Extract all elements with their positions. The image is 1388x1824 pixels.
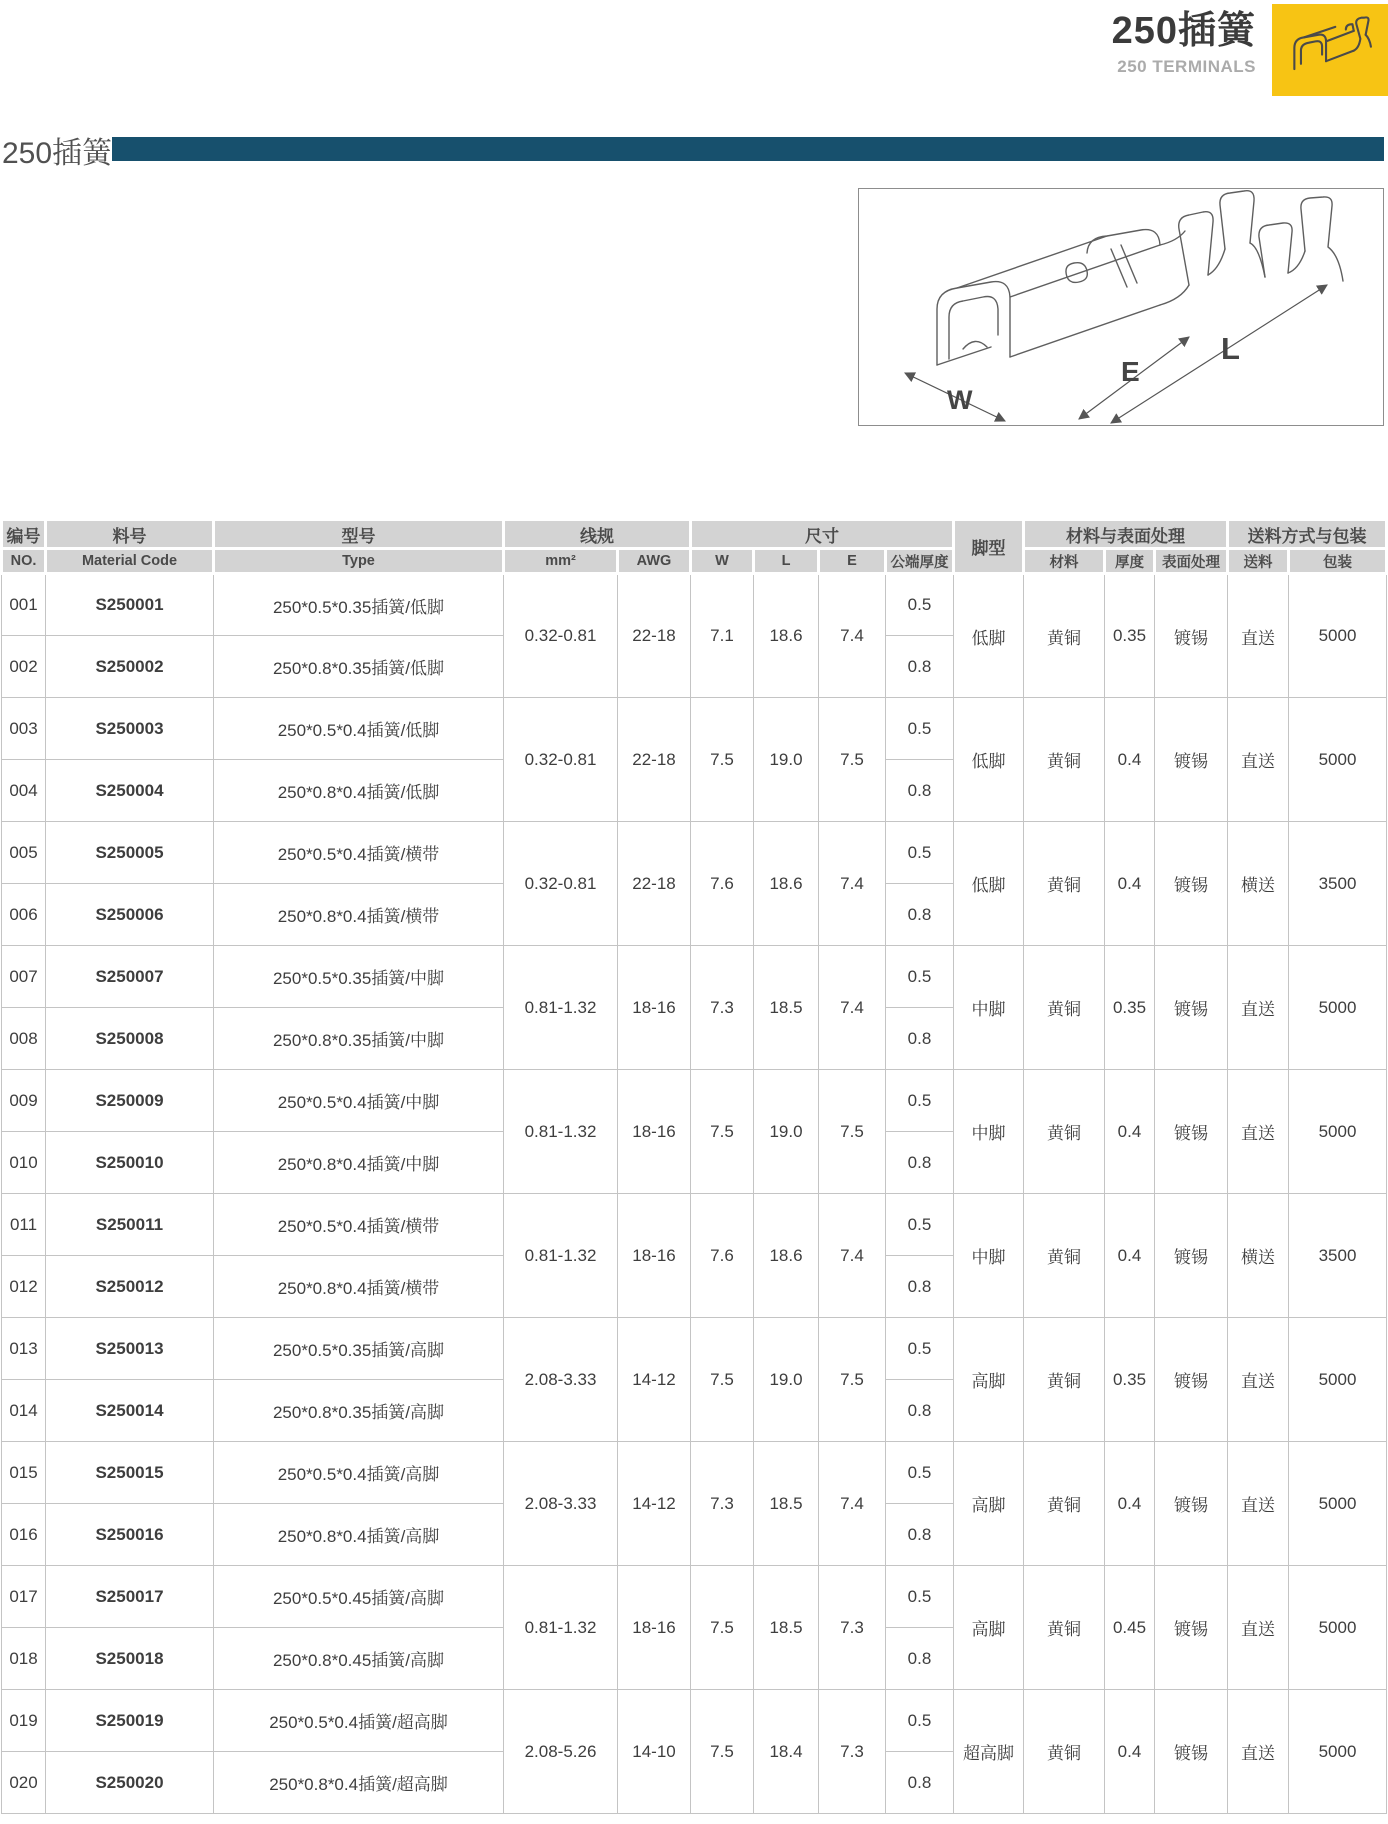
cell-material: 黄铜 (1024, 1442, 1105, 1566)
cell-awg: 14-12 (618, 1318, 691, 1442)
cell-dim-e: 7.5 (819, 698, 886, 822)
col-group-dimensions: 尺寸 (691, 520, 954, 549)
cell-feed: 直送 (1228, 1690, 1289, 1814)
cell-mm2: 0.32-0.81 (504, 822, 618, 946)
cell-dim-l: 18.5 (754, 946, 819, 1070)
cell-mm2: 2.08-3.33 (504, 1442, 618, 1566)
col-header-material: 材料 (1024, 549, 1105, 574)
cell-feed: 直送 (1228, 946, 1289, 1070)
col-header-l: L (754, 549, 819, 574)
cell-tab-thickness: 0.5 (886, 822, 954, 884)
cell-dim-l: 18.6 (754, 574, 819, 698)
cell-no: 010 (2, 1132, 46, 1194)
col-header-w: W (691, 549, 754, 574)
cell-dim-w: 7.5 (691, 1318, 754, 1442)
dim-label-l: L (1221, 331, 1240, 366)
cell-no: 003 (2, 698, 46, 760)
cell-surface: 镀锡 (1155, 1690, 1228, 1814)
cell-thickness: 0.45 (1105, 1566, 1155, 1690)
col-header-awg: AWG (618, 549, 691, 574)
cell-dim-l: 18.6 (754, 822, 819, 946)
cell-material-code: S250006 (46, 884, 214, 946)
cell-tab-thickness: 0.5 (886, 1318, 954, 1380)
cell-no: 013 (2, 1318, 46, 1380)
cell-type: 250*0.5*0.4插簧/横带 (214, 1194, 504, 1256)
cell-type: 250*0.8*0.4插簧/横带 (214, 884, 504, 946)
cell-material-code: S250011 (46, 1194, 214, 1256)
col-header-surface: 表面处理 (1155, 549, 1228, 574)
cell-dim-w: 7.5 (691, 1070, 754, 1194)
cell-material-code: S250002 (46, 636, 214, 698)
cell-dim-l: 18.5 (754, 1566, 819, 1690)
cell-dim-w: 7.5 (691, 698, 754, 822)
cell-feed: 直送 (1228, 574, 1289, 698)
cell-package: 5000 (1289, 1442, 1387, 1566)
cell-dim-e: 7.4 (819, 946, 886, 1070)
cell-tab-thickness: 0.5 (886, 1566, 954, 1628)
cell-awg: 14-12 (618, 1442, 691, 1566)
cell-mm2: 0.81-1.32 (504, 1194, 618, 1318)
page-title: 250插簧 (1111, 10, 1256, 52)
cell-mm2: 0.32-0.81 (504, 574, 618, 698)
cell-tab-thickness: 0.8 (886, 1132, 954, 1194)
cell-pin-type: 中脚 (954, 1194, 1024, 1318)
cell-material-code: S250007 (46, 946, 214, 1008)
cell-pin-type: 低脚 (954, 574, 1024, 698)
cell-no: 004 (2, 760, 46, 822)
cell-type: 250*0.8*0.35插簧/高脚 (214, 1380, 504, 1442)
cell-tab-thickness: 0.5 (886, 946, 954, 1008)
cell-tab-thickness: 0.8 (886, 1380, 954, 1442)
cell-type: 250*0.5*0.4插簧/超高脚 (214, 1690, 504, 1752)
col-header-tab-thickness: 公端厚度 (886, 549, 954, 574)
cell-pin-type: 高脚 (954, 1566, 1024, 1690)
cell-surface: 镀锡 (1155, 1566, 1228, 1690)
page-subtitle: 250 TERMINALS (1117, 57, 1256, 76)
cell-tab-thickness: 0.8 (886, 1628, 954, 1690)
cell-no: 006 (2, 884, 46, 946)
col-group-wire: 线规 (504, 520, 691, 549)
cell-dim-l: 19.0 (754, 1070, 819, 1194)
cell-surface: 镀锡 (1155, 1442, 1228, 1566)
col-header-type-en: Type (214, 549, 504, 574)
col-header-thickness: 厚度 (1105, 549, 1155, 574)
cell-dim-e: 7.4 (819, 1442, 886, 1566)
cell-material-code: S250009 (46, 1070, 214, 1132)
cell-feed: 直送 (1228, 1070, 1289, 1194)
cell-awg: 22-18 (618, 698, 691, 822)
cell-feed: 直送 (1228, 1442, 1289, 1566)
cell-material-code: S250016 (46, 1504, 214, 1566)
col-header-type-cn: 型号 (214, 520, 504, 549)
cell-tab-thickness: 0.8 (886, 1008, 954, 1070)
cell-type: 250*0.5*0.35插簧/高脚 (214, 1318, 504, 1380)
cell-material: 黄铜 (1024, 1566, 1105, 1690)
cell-dim-w: 7.1 (691, 574, 754, 698)
table-row (2, 1566, 1387, 1628)
cell-material-code: S250019 (46, 1690, 214, 1752)
cell-type: 250*0.8*0.4插簧/高脚 (214, 1504, 504, 1566)
col-header-package: 包装 (1289, 549, 1387, 574)
cell-awg: 18-16 (618, 1070, 691, 1194)
cell-dim-w: 7.5 (691, 1690, 754, 1814)
spec-table-container (0, 518, 1388, 1814)
brand-icon-box (1272, 4, 1388, 96)
cell-dim-w: 7.3 (691, 946, 754, 1070)
cell-no: 012 (2, 1256, 46, 1318)
cell-package: 5000 (1289, 1070, 1387, 1194)
spec-table-header (2, 520, 1387, 574)
terminal-dimension-diagram (858, 188, 1384, 426)
cell-material-code: S250010 (46, 1132, 214, 1194)
cell-material: 黄铜 (1024, 1070, 1105, 1194)
cell-dim-e: 7.4 (819, 822, 886, 946)
table-row (2, 1070, 1387, 1132)
cell-material: 黄铜 (1024, 1194, 1105, 1318)
section-divider-bar (112, 137, 1384, 161)
cell-mm2: 0.32-0.81 (504, 698, 618, 822)
cell-no: 011 (2, 1194, 46, 1256)
cell-material-code: S250003 (46, 698, 214, 760)
cell-dim-e: 7.4 (819, 1194, 886, 1318)
cell-dim-l: 19.0 (754, 1318, 819, 1442)
cell-awg: 18-16 (618, 946, 691, 1070)
cell-tab-thickness: 0.5 (886, 1194, 954, 1256)
cell-awg: 18-16 (618, 1194, 691, 1318)
cell-dim-l: 18.6 (754, 1194, 819, 1318)
cell-mm2: 2.08-5.26 (504, 1690, 618, 1814)
col-group-feed-package: 送料方式与包装 (1228, 520, 1387, 549)
cell-type: 250*0.8*0.4插簧/超高脚 (214, 1752, 504, 1814)
cell-dim-e: 7.3 (819, 1566, 886, 1690)
cell-pin-type: 中脚 (954, 946, 1024, 1070)
cell-dim-w: 7.6 (691, 1194, 754, 1318)
cell-no: 007 (2, 946, 46, 1008)
cell-dim-w: 7.5 (691, 1566, 754, 1690)
cell-type: 250*0.5*0.4插簧/高脚 (214, 1442, 504, 1504)
cell-mm2: 0.81-1.32 (504, 946, 618, 1070)
section-heading: 250插簧 (2, 137, 113, 170)
cell-material-code: S250012 (46, 1256, 214, 1318)
col-header-code-en: Material Code (46, 549, 214, 574)
cell-material-code: S250015 (46, 1442, 214, 1504)
col-group-material: 材料与表面处理 (1024, 520, 1228, 549)
cell-material-code: S250020 (46, 1752, 214, 1814)
cell-feed: 横送 (1228, 822, 1289, 946)
cell-no: 016 (2, 1504, 46, 1566)
col-header-feed: 送料 (1228, 549, 1289, 574)
cell-package: 3500 (1289, 1194, 1387, 1318)
cell-awg: 14-10 (618, 1690, 691, 1814)
cell-type: 250*0.8*0.35插簧/低脚 (214, 636, 504, 698)
cell-material: 黄铜 (1024, 574, 1105, 698)
cell-no: 008 (2, 1008, 46, 1070)
terminal-drawing (859, 189, 1383, 425)
dim-label-w: W (947, 385, 973, 415)
cell-surface: 镀锡 (1155, 1070, 1228, 1194)
cell-type: 250*0.8*0.4插簧/横带 (214, 1256, 504, 1318)
cell-no: 014 (2, 1380, 46, 1442)
cell-tab-thickness: 0.8 (886, 1752, 954, 1814)
cell-no: 002 (2, 636, 46, 698)
page-header-text (1112, 12, 1256, 77)
cell-no: 005 (2, 822, 46, 884)
cell-dim-e: 7.4 (819, 574, 886, 698)
cell-feed: 直送 (1228, 1318, 1289, 1442)
cell-dim-e: 7.5 (819, 1318, 886, 1442)
cell-dim-l: 19.0 (754, 698, 819, 822)
cell-no: 001 (2, 574, 46, 636)
cell-thickness: 0.4 (1105, 698, 1155, 822)
cell-mm2: 0.81-1.32 (504, 1566, 618, 1690)
cell-awg: 22-18 (618, 574, 691, 698)
cell-dim-l: 18.5 (754, 1442, 819, 1566)
cell-material-code: S250008 (46, 1008, 214, 1070)
table-row (2, 698, 1387, 760)
cell-material: 黄铜 (1024, 1690, 1105, 1814)
cell-thickness: 0.4 (1105, 822, 1155, 946)
cell-tab-thickness: 0.5 (886, 1690, 954, 1752)
cell-material-code: S250014 (46, 1380, 214, 1442)
cell-type: 250*0.5*0.35插簧/中脚 (214, 946, 504, 1008)
cell-feed: 直送 (1228, 1566, 1289, 1690)
cell-material: 黄铜 (1024, 822, 1105, 946)
cell-tab-thickness: 0.8 (886, 760, 954, 822)
cell-type: 250*0.5*0.4插簧/中脚 (214, 1070, 504, 1132)
cell-material: 黄铜 (1024, 698, 1105, 822)
cell-package: 3500 (1289, 822, 1387, 946)
cell-dim-e: 7.5 (819, 1070, 886, 1194)
cell-thickness: 0.35 (1105, 1318, 1155, 1442)
cell-dim-w: 7.6 (691, 822, 754, 946)
cell-thickness: 0.4 (1105, 1194, 1155, 1318)
cell-pin-type: 低脚 (954, 822, 1024, 946)
cell-type: 250*0.5*0.45插簧/高脚 (214, 1566, 504, 1628)
cell-type: 250*0.5*0.35插簧/低脚 (214, 574, 504, 636)
cell-tab-thickness: 0.8 (886, 884, 954, 946)
cell-material-code: S250017 (46, 1566, 214, 1628)
cell-dim-e: 7.3 (819, 1690, 886, 1814)
cell-tab-thickness: 0.5 (886, 1442, 954, 1504)
cell-thickness: 0.4 (1105, 1070, 1155, 1194)
cell-feed: 直送 (1228, 698, 1289, 822)
cell-awg: 18-16 (618, 1566, 691, 1690)
spec-table (0, 518, 1388, 1814)
table-row (2, 1194, 1387, 1256)
cell-tab-thickness: 0.5 (886, 574, 954, 636)
col-header-code-cn: 料号 (46, 520, 214, 549)
table-row (2, 1442, 1387, 1504)
cell-no: 017 (2, 1566, 46, 1628)
cell-no: 015 (2, 1442, 46, 1504)
cell-surface: 镀锡 (1155, 1318, 1228, 1442)
cell-package: 5000 (1289, 574, 1387, 698)
cell-dim-w: 7.3 (691, 1442, 754, 1566)
cell-material-code: S250005 (46, 822, 214, 884)
cell-awg: 22-18 (618, 822, 691, 946)
cell-mm2: 2.08-3.33 (504, 1318, 618, 1442)
page-header (1112, 4, 1388, 96)
cell-material-code: S250013 (46, 1318, 214, 1380)
cell-surface: 镀锡 (1155, 698, 1228, 822)
cell-pin-type: 高脚 (954, 1318, 1024, 1442)
cell-pin-type: 低脚 (954, 698, 1024, 822)
cell-type: 250*0.8*0.4插簧/中脚 (214, 1132, 504, 1194)
cell-surface: 镀锡 (1155, 822, 1228, 946)
cell-material-code: S250018 (46, 1628, 214, 1690)
cell-thickness: 0.4 (1105, 1442, 1155, 1566)
cell-material-code: S250001 (46, 574, 214, 636)
table-row (2, 946, 1387, 1008)
cell-surface: 镀锡 (1155, 1194, 1228, 1318)
cell-tab-thickness: 0.5 (886, 698, 954, 760)
cell-no: 018 (2, 1628, 46, 1690)
cell-feed: 横送 (1228, 1194, 1289, 1318)
dim-label-e: E (1121, 356, 1140, 387)
cell-thickness: 0.35 (1105, 574, 1155, 698)
cell-no: 019 (2, 1690, 46, 1752)
cell-type: 250*0.5*0.4插簧/横带 (214, 822, 504, 884)
table-row (2, 574, 1387, 636)
cell-tab-thickness: 0.8 (886, 1504, 954, 1566)
cell-mm2: 0.81-1.32 (504, 1070, 618, 1194)
cell-material: 黄铜 (1024, 1318, 1105, 1442)
cell-thickness: 0.4 (1105, 1690, 1155, 1814)
col-header-e: E (819, 549, 886, 574)
cell-surface: 镀锡 (1155, 946, 1228, 1070)
table-row (2, 1318, 1387, 1380)
cell-type: 250*0.8*0.45插簧/高脚 (214, 1628, 504, 1690)
cell-package: 5000 (1289, 946, 1387, 1070)
cell-package: 5000 (1289, 698, 1387, 822)
cell-type: 250*0.5*0.4插簧/低脚 (214, 698, 504, 760)
cell-type: 250*0.8*0.35插簧/中脚 (214, 1008, 504, 1070)
cell-pin-type: 超高脚 (954, 1690, 1024, 1814)
cell-material: 黄铜 (1024, 946, 1105, 1070)
cell-package: 5000 (1289, 1566, 1387, 1690)
cell-tab-thickness: 0.8 (886, 636, 954, 698)
cell-package: 5000 (1289, 1690, 1387, 1814)
table-row (2, 822, 1387, 884)
cell-tab-thickness: 0.5 (886, 1070, 954, 1132)
cell-thickness: 0.35 (1105, 946, 1155, 1070)
cell-no: 020 (2, 1752, 46, 1814)
col-header-mm2: mm² (504, 549, 618, 574)
cell-pin-type: 中脚 (954, 1070, 1024, 1194)
cell-dim-l: 18.4 (754, 1690, 819, 1814)
spec-table-body (2, 574, 1387, 1814)
cell-tab-thickness: 0.8 (886, 1256, 954, 1318)
cell-material-code: S250004 (46, 760, 214, 822)
cell-pin-type: 高脚 (954, 1442, 1024, 1566)
col-header-pin-type: 脚型 (954, 520, 1024, 574)
cell-package: 5000 (1289, 1318, 1387, 1442)
terminal-outline-icon (1287, 15, 1373, 86)
col-header-no-cn: 编号 (2, 520, 46, 549)
col-header-no-en: NO. (2, 549, 46, 574)
cell-surface: 镀锡 (1155, 574, 1228, 698)
cell-no: 009 (2, 1070, 46, 1132)
table-row (2, 1690, 1387, 1752)
cell-type: 250*0.8*0.4插簧/低脚 (214, 760, 504, 822)
